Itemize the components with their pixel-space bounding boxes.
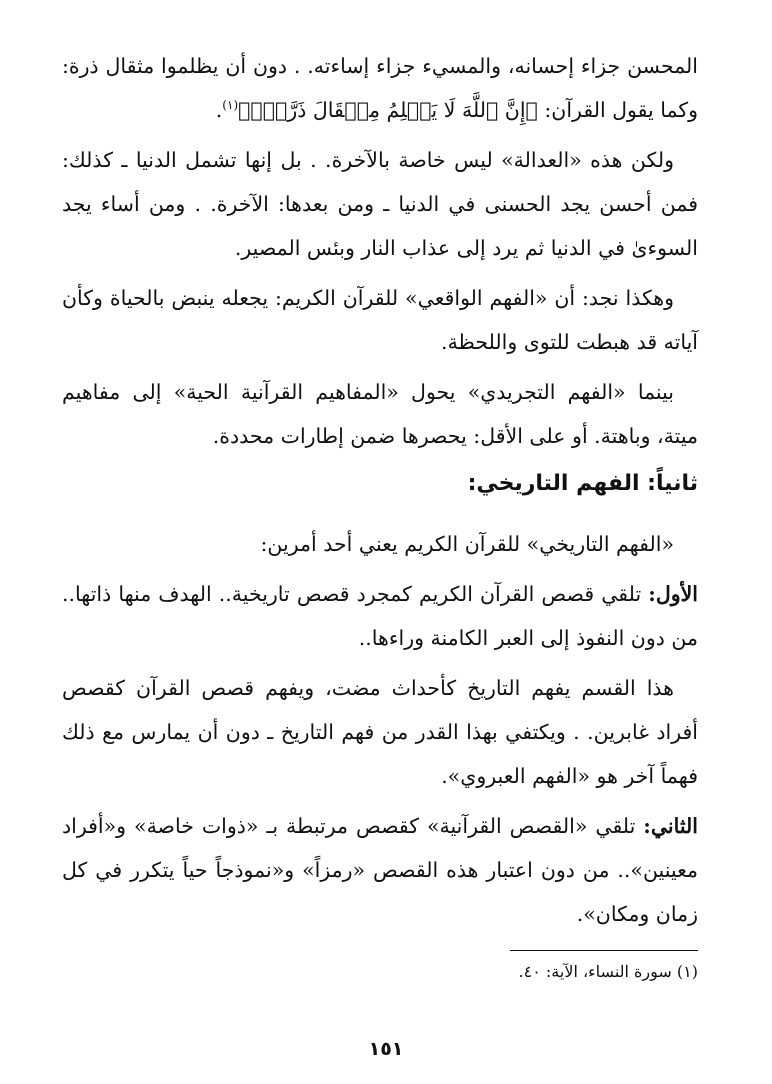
paragraph-8 <box>62 804 698 936</box>
paragraph-8-lead: الثاني: <box>643 814 698 838</box>
footnote: (١) سورة النساء، الآية: ٤٠. <box>518 962 698 981</box>
page-body <box>62 44 698 985</box>
paragraph-3: وهكذا نجد: أن «الفهم الواقعي» للقرآن الكريم: يجعله ينبض بالحياة وكأن آياته قد هبطت للتوى واللحظة. <box>62 286 698 354</box>
paragraph-6 <box>62 572 698 660</box>
paragraph-8-text: تلقي «القصص القرآنية» كقصص مرتبطة بـ «ذوات خاصة» و«أفراد معينين».. من دون اعتبار هذه القصص «رمزاً» و«نموذجاً حياً يتكرر في كل زمان ومكان». <box>62 814 698 926</box>
section-heading: ثانياً: الفهم التاريخي: <box>467 471 698 496</box>
paragraph-4: بينما «الفهم التجريدي» يحول «المفاهيم القرآنية الحية» إلى مفاهيم ميتة، وباهتة. أو على الأقل: يحصرها ضمن إطارات محددة. <box>62 380 698 448</box>
paragraph-7: هذا القسم يفهم التاريخ كأحداث مضت، ويفهم قصص القرآن كقصص أفراد غابرين. . ويكتفي بهذا القدر من فهم التاريخ ـ دون أن يمارس مع ذلك فهماً آخر هو «الفهم العبروي». <box>62 676 698 788</box>
footnote-marker[interactable]: (١) <box>222 98 239 113</box>
footnote-divider <box>510 950 698 951</box>
paragraph-6-lead: الأول: <box>648 582 698 606</box>
paragraph-1-text: المحسن جزاء إحسانه، والمسيء جزاء إساءته. . دون أن يظلموا مثقال ذرة: وكما يقول القرآن: ﴿إِنَّ ٱللَّهَ لَا يَظۡلِمُ مِثۡقَالَ ذَرَّةٖۖ﴾ <box>62 54 698 122</box>
paragraph-5: «الفهم التاريخي» للقرآن الكريم يعني أحد أمرين: <box>260 532 674 556</box>
paragraph-1: المحسن جزاء إحسانه، والمسيء جزاء إساءته. . دون أن يظلموا مثقال ذرة: وكما يقول القرآن: ﴿إِنَّ ٱللَّهَ لَا يَظۡلِمُ مِثۡقَالَ ذَرَّةٖۖ﴾$^{(١)}$. <box>62 54 698 122</box>
paragraph-2: ولكن هذه «العدالة» ليس خاصة بالآخرة. . بل إنها تشمل الدنيا ـ كذلك: فمن أحسن يجد الحسنى في الدنيا ـ ومن بعدها: الآخرة. . ومن أساء يجد السوءىٰ في الدنيا ثم يرد إلى عذاب النار وبئس المصير. <box>62 148 698 260</box>
paragraph-6-text: تلقي قصص القرآن الكريم كمجرد قصص تاريخية.. الهدف منها ذاتها.. من دون النفوذ إلى العبر الكامنة وراءها.. <box>62 582 698 650</box>
page-number: ١٥١ <box>368 1038 404 1060</box>
